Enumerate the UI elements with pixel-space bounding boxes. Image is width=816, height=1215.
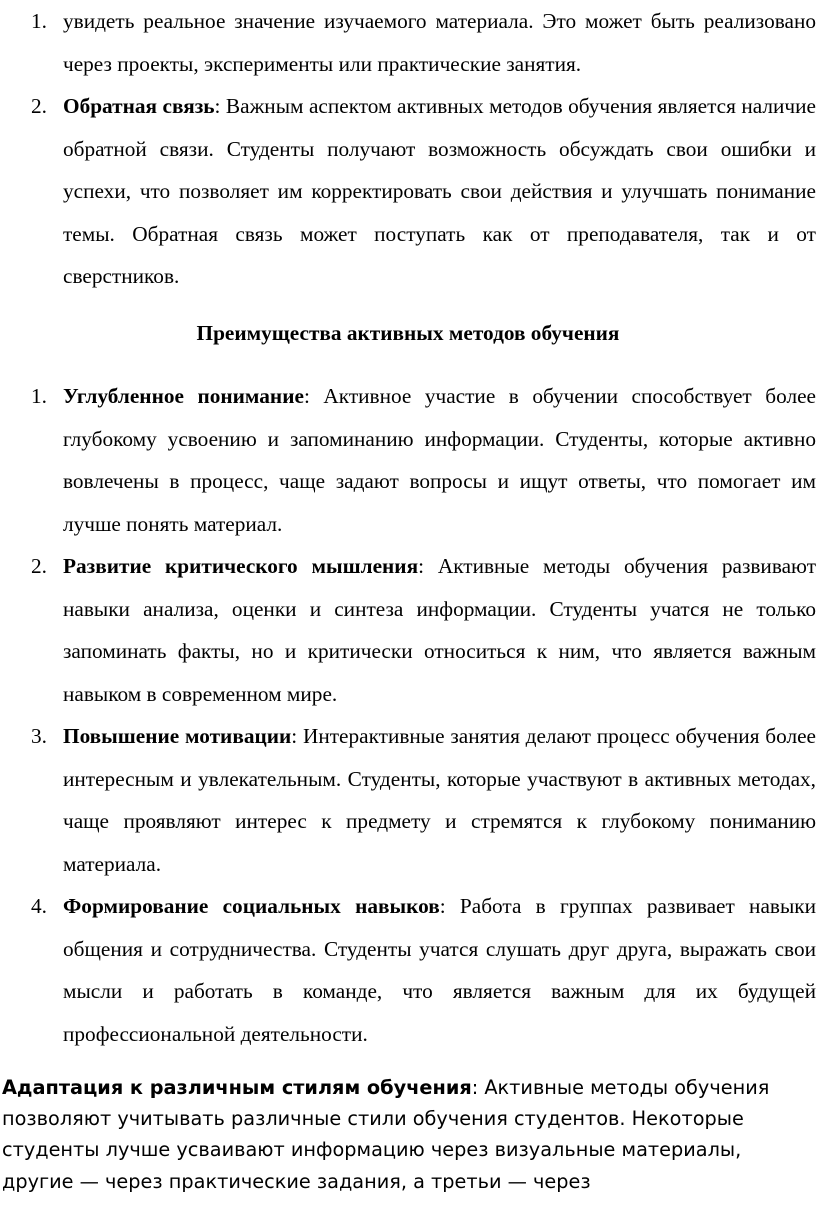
list-item-term: Формирование социальных навыков	[63, 894, 440, 918]
list-item-text: : Работа в группах развивает навыки общения и сотрудничества. Студенты учатся слушать друг друга, выражать свои мысли и работать в команде, что является важным для их будущей профессиональной деятельности.	[63, 894, 816, 1046]
paragraph-text: : Активные методы обучения позволяют учитывать различные стили обучения студентов. Некоторые студенты лучше усваивают информацию через визуальные материалы, другие — через практические задания, а третьи — через	[2, 1076, 770, 1193]
list-item-text: : Активные методы обучения развивают навыки анализа, оценки и синтеза информации. Студенты учатся не только запоминать факты, но и критически относиться к ним, что является важным навыком в современном мире.	[63, 554, 816, 706]
list-item	[31, 0, 816, 85]
list-number: 1.	[31, 9, 47, 33]
list-item	[31, 545, 816, 715]
list-item-term: Углубленное понимание	[63, 384, 304, 408]
list-item-text: : Важным аспектом активных методов обучения является наличие обратной связи. Студенты получают возможность обсуждать свои ошибки и успехи, что позволяет им корректировать свои действия и улучшать понимание темы. Обратная связь может поступать как от преподавателя, так и от сверстников.	[63, 94, 816, 288]
list-item	[31, 715, 816, 885]
list-number: 1.	[31, 384, 47, 408]
list-number: 2.	[31, 94, 47, 118]
list-item-term: Развитие критического мышления	[63, 554, 419, 578]
section-heading: Преимущества активных методов обучения	[196, 321, 620, 345]
list-item-text: : Интерактивные занятия делают процесс обучения более интересным и увлекательным. Студенты, которые участвуют в активных методах, чаще проявляют интерес к предмету и стремятся к глубокому пониманию материала.	[63, 724, 816, 876]
list-item	[31, 85, 816, 298]
list-item-text: увидеть реальное значение изучаемого материала. Это может быть реализовано через проекты, эксперименты или практические занятия.	[63, 9, 816, 76]
list-number: 4.	[31, 894, 47, 918]
paragraph-term: Адаптация к различным стилям обучения	[2, 1076, 472, 1099]
body-paragraph	[2, 1072, 772, 1197]
list-number: 3.	[31, 724, 47, 748]
list-number: 2.	[31, 554, 47, 578]
list-item	[31, 375, 816, 545]
list-item	[31, 885, 816, 1055]
list-item-term: Обратная связь	[63, 94, 215, 118]
list-item-term: Повышение мотивации	[63, 724, 292, 748]
list-item-text: : Активное участие в обучении способствует более глубокому усвоению и запоминанию информации. Студенты, которые активно вовлечены в процесс, чаще задают вопросы и ищут ответы, что помогает им лучше понять материал.	[63, 384, 816, 536]
